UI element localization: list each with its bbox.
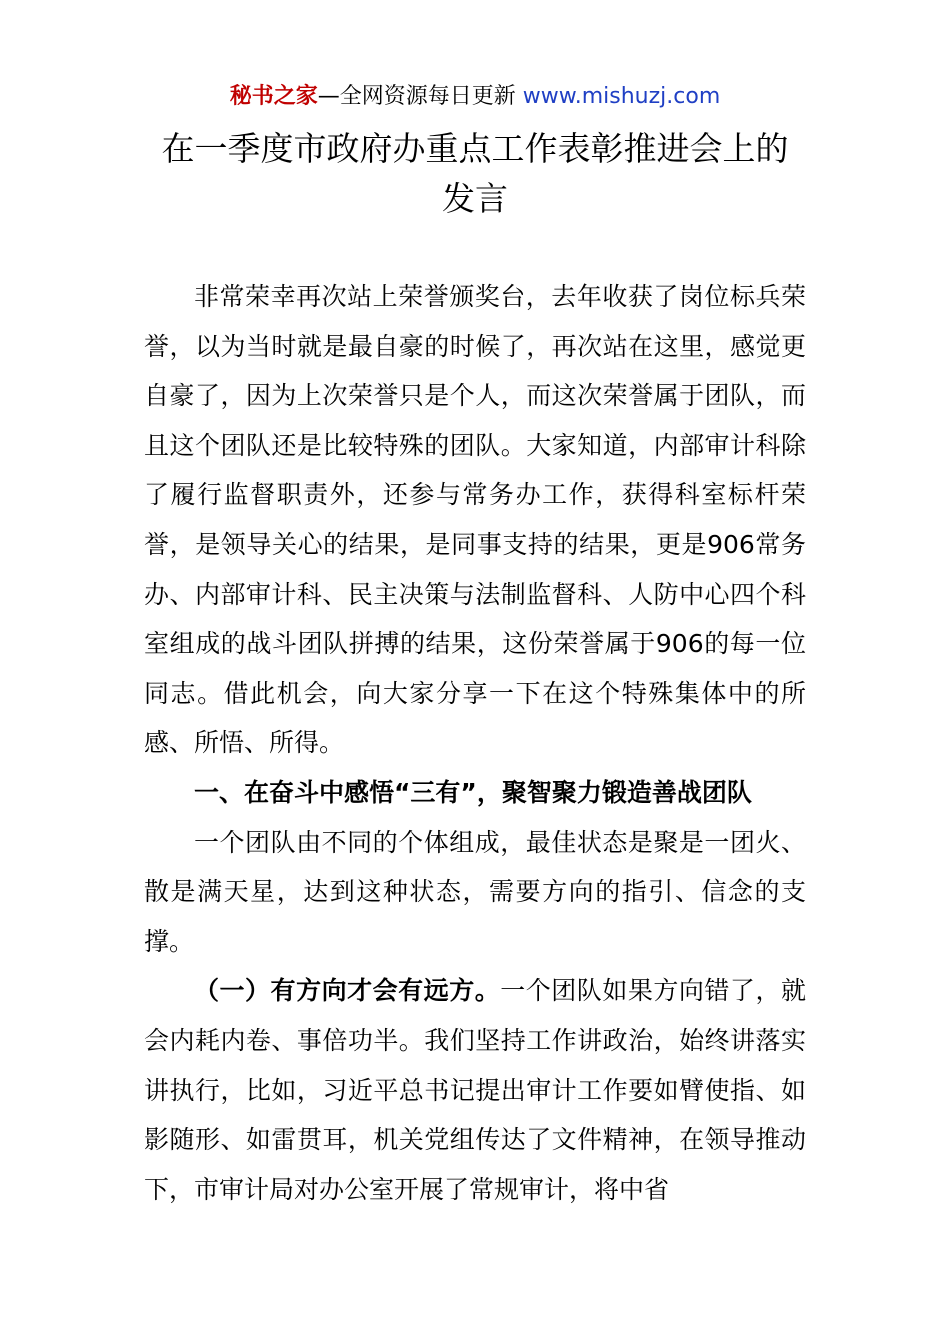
paragraph-section-1-intro: 一个团队由不同的个体组成，最佳状态是聚是一团火、散是满天星，达到这种状态，需要方向的指引、信念的支撑。 xyxy=(144,827,806,956)
section-heading-1: 一、在奋斗中感悟“三有”，聚智聚力锻造善战团队 xyxy=(194,777,752,807)
header-tagline: —全网资源每日更新 xyxy=(317,84,523,109)
paragraph-intro: 非常荣幸再次站上荣誉颁奖台，去年收获了岗位标兵荣誉，以为当时就是最自豪的时候了，再次站在这里，感觉更自豪了，因为上次荣誉只是个人，而这次荣誉属于团队，而且这个团队还是比较特殊的团队。大家知道，内部审计科除了履行监督职责外，还参与常务办工作，获得科室标杆荣誉，是领导关心的结果，是同事支持的结果，更是906常务办、内部审计科、民主决策与法制监督科、人防中心四个科室组成的战斗团队拼搏的结果，这份荣誉属于906的每一位同志。借此机会，向大家分享一下在这个特殊集体中的所感、所悟、所得。 xyxy=(144,282,806,758)
paragraph-subsection-1 xyxy=(144,966,806,1214)
site-header xyxy=(0,80,950,114)
document-title: 在一季度市政府办重点工作表彰推进会上的发言 xyxy=(161,129,789,218)
subsection-heading-1: （一）有方向才会有远方。 xyxy=(194,976,501,1006)
subsection-1-text: 一个团队如果方向错了，就会内耗内卷、事倍功半。我们坚持工作讲政治，始终讲落实讲执行，比如，习近平总书记提出审计工作要如臂使指、如影随形、如雷贯耳，机关党组传达了文件精神，在领导推动下，市审计局对办公室开展了常规审计，将中省 xyxy=(144,976,806,1204)
site-url-link[interactable]: www.mishuzj.com xyxy=(522,84,721,109)
brand-name: 秘书之家 xyxy=(229,84,318,109)
document-body xyxy=(144,272,806,1214)
